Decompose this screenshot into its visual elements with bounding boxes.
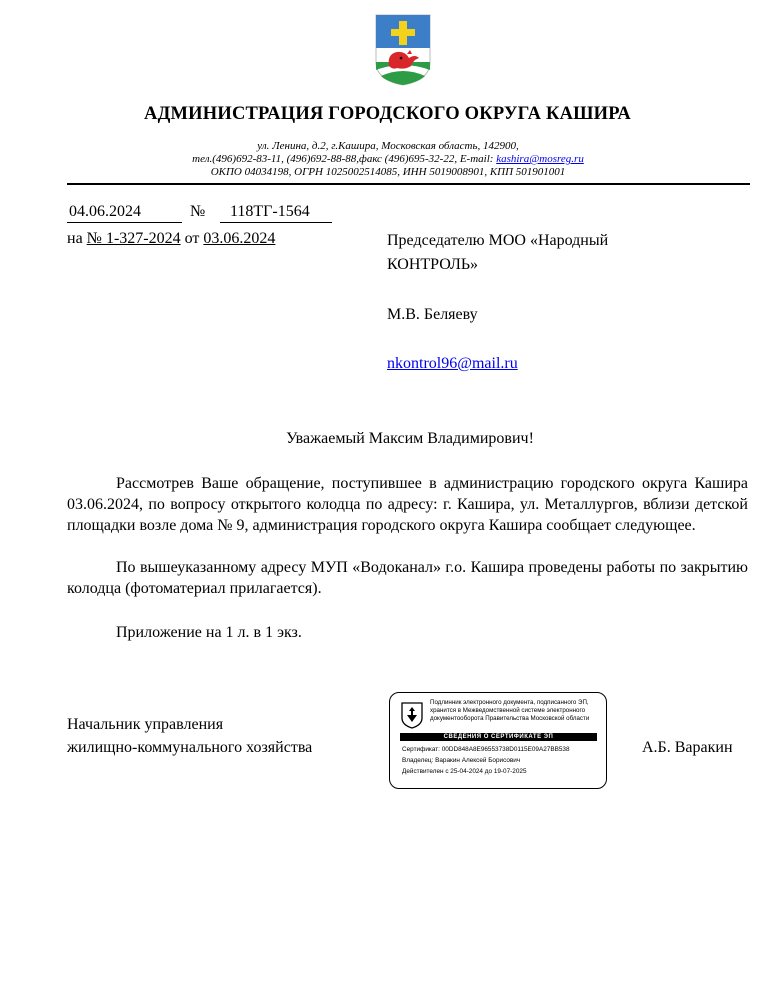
- attachment-note: Приложение на 1 л. в 1 экз.: [116, 624, 302, 641]
- stamp-certificate: Сертификат: 00DD848A8E96553738D0115E09A27BB538: [402, 746, 570, 753]
- codes-line: ОКПО 04034198, ОГРН 1025002514085, ИНН 5019008901, КПП 501901001: [210, 166, 566, 178]
- stamp-header: Подлинник электронного документа, подписанного ЭП, хранится в Межведомственной системе электронного документооборота Правительства Московской области: [430, 699, 590, 722]
- contacts-line: [0, 153, 775, 166]
- recipient-name: М.В. Беляеву: [387, 306, 478, 323]
- e-signature-stamp: [389, 692, 607, 789]
- registration-date: 04.06.2024: [67, 203, 182, 223]
- contacts-text: тел.(496)692-83-11, (496)692-88-88,факс (496)695-32-22, E-mail:: [192, 153, 497, 165]
- greeting: Уважаемый Максим Владимирович!: [286, 430, 534, 447]
- org-email-link[interactable]: kashira@mosreg.ru: [496, 153, 584, 165]
- stamp-title: СВЕДЕНИЯ О СЕРТИФИКАТЕ ЭП: [400, 733, 597, 741]
- signer-name: А.Б. Варакин: [642, 739, 733, 756]
- reference-from: от: [180, 230, 204, 247]
- number-sign: №: [190, 203, 206, 220]
- region-emblem-icon: [400, 701, 424, 729]
- stamp-validity: Действителен с 25-04-2024 до 19-07-2025: [402, 768, 527, 775]
- reference-line: [67, 230, 275, 248]
- address-line: ул. Ленина, д.2, г.Кашира, Московская область, 142900,: [257, 140, 519, 152]
- paragraph-2: По вышеуказанному адресу МУП «Водоканал» г.о. Кашира проведены работы по закрытию колодца (фотоматериал прилагается).: [67, 559, 748, 597]
- signer-position-line-1: Начальник управления: [67, 716, 224, 733]
- organization-title: АДМИНИСТРАЦИЯ ГОРОДСКОГО ОКРУГА КАШИРА: [144, 104, 631, 124]
- recipient-line-1: Председателю МОО «Народный: [387, 232, 609, 249]
- signer-position-line-2: жилищно-коммунального хозяйства: [67, 739, 313, 756]
- reference-number: № 1-327-2024: [86, 230, 181, 247]
- recipient-email-link[interactable]: nkontrol96@mail.ru: [387, 355, 518, 372]
- coat-of-arms-icon: [375, 14, 431, 86]
- header-divider: [67, 183, 750, 185]
- recipient-line-2: КОНТРОЛЬ»: [387, 256, 479, 273]
- paragraph-1: Рассмотрев Ваше обращение, поступившее в администрацию городского округа Кашира 03.06.2024, по вопросу открытого колодца по адресу: г. Кашира, ул. Металлургов, вблизи детской площадки возле дома № 9, администрация городского округа Кашира сообщает следующее.: [67, 475, 748, 534]
- reference-prefix: на: [67, 230, 87, 247]
- reference-date: 03.06.2024: [203, 230, 276, 247]
- registration-number: 118ТГ-1564: [220, 203, 332, 223]
- stamp-owner: Владелец: Варакин Алексей Борисович: [402, 757, 521, 764]
